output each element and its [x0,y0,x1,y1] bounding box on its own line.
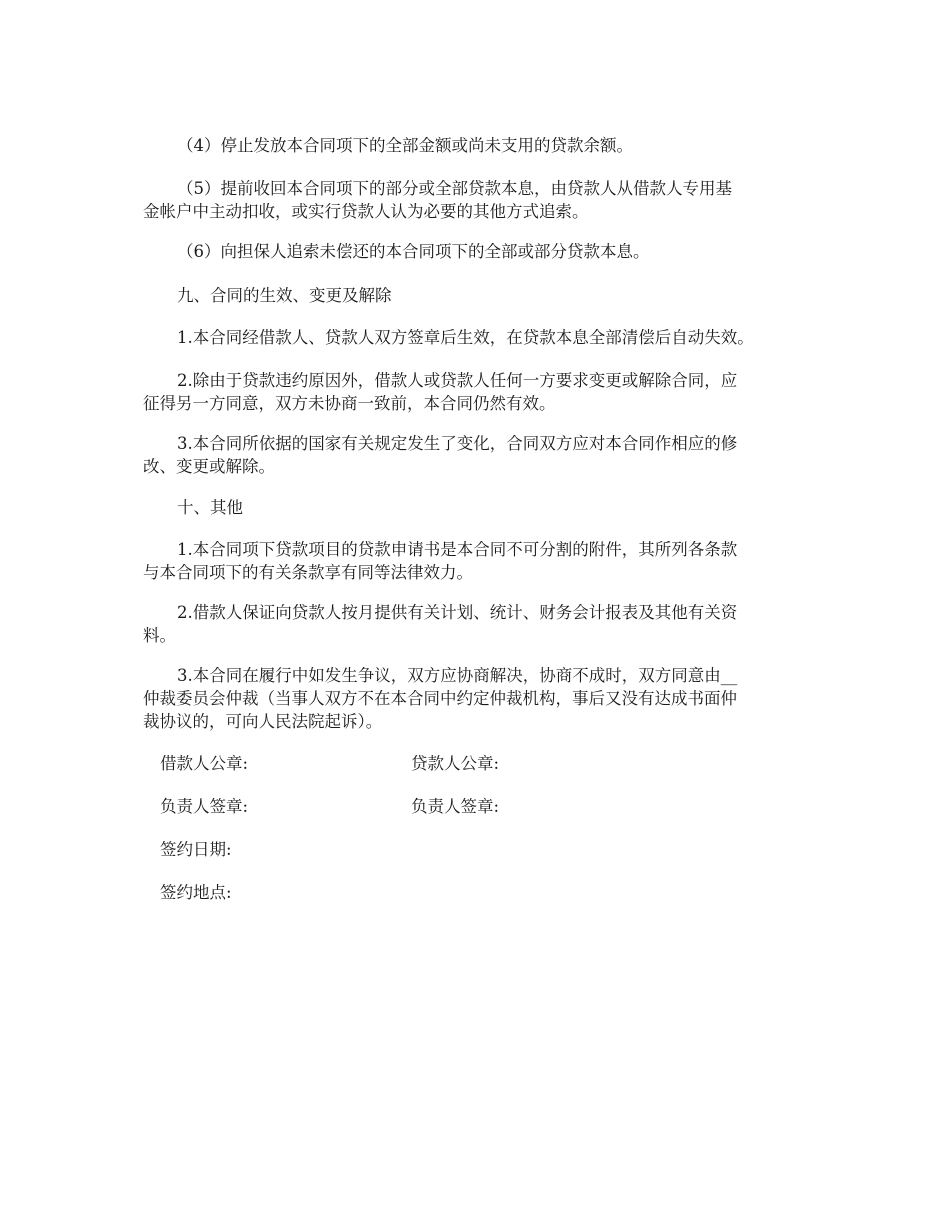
text-line: 3.本合同所依据的国家有关规定发生了变化，合同双方应对本合同作相应的修 [177,434,738,453]
borrower-seal-label: 借款人公章: [160,754,249,773]
section-10-heading [143,496,823,519]
lender-signer-label: 负责人签章: [411,797,500,816]
section-9-heading [143,284,823,307]
clause-8-item-6 [143,240,823,263]
clause-10-item-1 [143,538,823,584]
borrower-signer-label: 负责人签章: [160,797,249,816]
text-line: 改、变更或解除。 [143,457,275,476]
text-line: 料。 [143,626,176,645]
sign-place-label: 签约地点: [160,883,232,902]
sign-date-label: 签约日期: [160,840,232,859]
lender-seal-label: 贷款人公章: [411,754,500,773]
section-heading: 十、其他 [177,498,243,517]
text-line: （4）停止发放本合同项下的全部金额或尚未支用的贷款余额。 [177,136,633,155]
text-line: 裁协议的，可向人民法院起诉）。 [143,712,383,731]
text-line: 2.除由于贷款违约原因外，借款人或贷款人任何一方要求变更或解除合同，应 [177,371,738,390]
clause-10-item-3 [143,664,823,733]
text-line: 金帐户中主动扣收，或实行贷款人认为必要的其他方式追索。 [143,202,589,221]
text-line: （6）向担保人追索未偿还的本合同项下的全部或部分贷款本息。 [177,242,650,261]
clause-8-item-4 [143,134,823,157]
text-line: 仲裁委员会仲裁（当事人双方不在本合同中约定仲裁机构，事后又没有达成书面仲 [143,689,737,708]
text-line: （5）提前收回本合同项下的部分或全部贷款本息，由贷款人从借款人专用基 [177,179,732,198]
text-line: 征得另一方同意，双方未协商一致前，本合同仍然有效。 [143,394,556,413]
clause-9-item-1 [143,326,823,349]
text-line: 与本合同项下的有关条款享有同等法律效力。 [143,563,473,582]
clause-9-item-3 [143,432,823,478]
text-line: 1.本合同经借款人、贷款人双方签章后生效，在贷款本息全部清偿后自动失效。 [177,328,754,347]
clause-10-item-2 [143,601,823,647]
text-line: 3.本合同在履行中如发生争议，双方应协商解决，协商不成时，双方同意由__ [177,666,738,685]
clause-8-item-5 [143,177,823,223]
text-line: 2.借款人保证向贷款人按月提供有关计划、统计、财务会计报表及其他有关资 [177,603,738,622]
text-line: 1.本合同项下贷款项目的贷款申请书是本合同不可分割的附件，其所列各条款 [177,540,738,559]
section-heading: 九、合同的生效、变更及解除 [177,286,392,305]
clause-9-item-2 [143,369,823,415]
